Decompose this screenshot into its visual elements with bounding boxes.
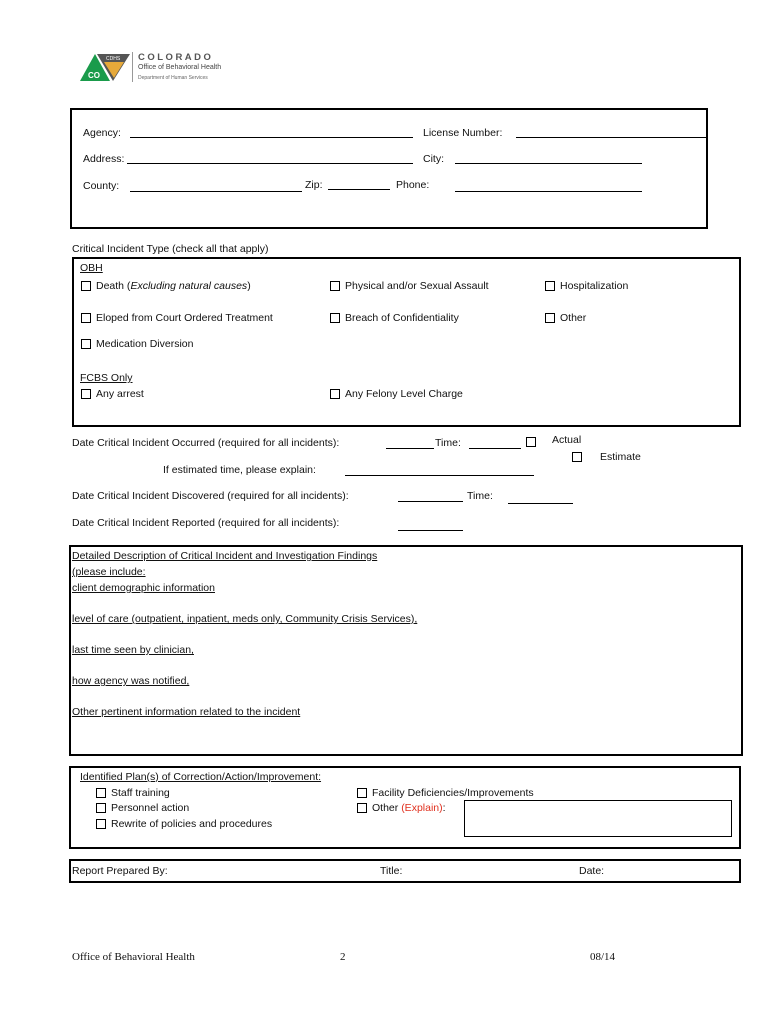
agency-label: Agency: [83, 127, 121, 139]
svg-text:CO: CO [88, 71, 100, 80]
zip-label: Zip: [305, 179, 323, 191]
org-dept: Department of Human Services [138, 75, 208, 81]
occurred-label: Date Critical Incident Occurred (required for all incidents): [72, 437, 340, 449]
rewrite-label: Rewrite of policies and procedures [111, 818, 273, 830]
other-incident-checkbox[interactable] [545, 313, 555, 323]
breach-checkbox[interactable] [330, 313, 340, 323]
page-number: 2 [340, 951, 346, 963]
discovered-time-label: Time: [467, 490, 493, 502]
svg-text:CDHS: CDHS [106, 56, 121, 62]
death-label-italic: Excluding natural causes [130, 280, 248, 292]
occurred-date-field[interactable] [386, 448, 434, 449]
explain-field[interactable] [345, 475, 534, 476]
county-field[interactable] [130, 191, 302, 192]
rewrite-checkbox[interactable] [96, 819, 106, 829]
arrest-checkbox[interactable] [81, 389, 91, 399]
footer-date: 08/14 [590, 951, 616, 963]
county-label: County: [83, 180, 120, 192]
eloped-checkbox[interactable] [81, 313, 91, 323]
reported-label: Date Critical Incident Reported (required for all incidents): [72, 517, 340, 529]
facility-label: Facility Deficiencies/Improvements [372, 787, 534, 799]
medication-label: Medication Diversion [96, 338, 194, 350]
agency-field[interactable] [130, 137, 413, 138]
incident-type-heading: Critical Incident Type (check all that apply) [72, 243, 269, 255]
zip-field[interactable] [328, 189, 390, 190]
description-heading: Detailed Description of Critical Incident and Investigation Findings [72, 550, 378, 562]
description-item: level of care (outpatient, inpatient, meds only, Community Crisis Services), [72, 613, 418, 625]
city-field[interactable] [455, 163, 642, 164]
assault-checkbox[interactable] [330, 281, 340, 291]
discovered-date-field[interactable] [398, 501, 463, 502]
personnel-checkbox[interactable] [96, 803, 106, 813]
other-plan-checkbox[interactable] [357, 803, 367, 813]
hospitalization-label: Hospitalization [560, 280, 629, 292]
staff-training-label: Staff training [111, 787, 170, 799]
description-item: Other pertinent information related to the incident [72, 706, 301, 718]
eloped-label: Eloped from Court Ordered Treatment [96, 312, 273, 324]
description-item: how agency was notified, [72, 675, 190, 687]
facility-checkbox[interactable] [357, 788, 367, 798]
explain-text: (Explain) [401, 802, 443, 814]
discovered-label: Date Critical Incident Discovered (required for all incidents): [72, 490, 349, 502]
phone-field[interactable] [455, 191, 642, 192]
city-label: City: [423, 153, 444, 165]
death-label-end: ) [247, 280, 251, 292]
reported-date-field[interactable] [398, 530, 463, 531]
arrest-label: Any arrest [96, 388, 144, 400]
address-label: Address: [83, 153, 125, 165]
felony-checkbox[interactable] [330, 389, 340, 399]
breach-label: Breach of Confidentiality [345, 312, 459, 324]
address-field[interactable] [127, 163, 413, 164]
estimate-checkbox[interactable] [572, 452, 582, 462]
actual-checkbox[interactable] [526, 437, 536, 447]
org-state: COLORADO [138, 52, 214, 63]
plans-heading: Identified Plan(s) of Correction/Action/Improvement: [80, 771, 322, 783]
other-incident-label: Other [560, 312, 587, 324]
occurred-time-field[interactable] [469, 448, 521, 449]
staff-training-checkbox[interactable] [96, 788, 106, 798]
agency-info-box [70, 108, 708, 229]
death-checkbox[interactable] [81, 281, 91, 291]
occurred-time-label: Time: [435, 437, 461, 449]
death-label: Death ( [96, 280, 131, 292]
assault-label: Physical and/or Sexual Assault [345, 280, 489, 292]
fcbs-label: FCBS Only [80, 372, 133, 384]
medication-checkbox[interactable] [81, 339, 91, 349]
obh-label: OBH [80, 262, 103, 274]
personnel-label: Personnel action [111, 802, 190, 814]
other-explain-field[interactable] [464, 800, 732, 837]
actual-label: Actual [552, 434, 582, 446]
date-label: Date: [579, 865, 605, 877]
license-field[interactable] [516, 137, 706, 138]
explain-label: If estimated time, please explain: [163, 464, 316, 476]
title-label: Title: [380, 865, 403, 877]
footer-office: Office of Behavioral Health [72, 951, 195, 963]
felony-label: Any Felony Level Charge [345, 388, 463, 400]
org-office: Office of Behavioral Health [138, 64, 222, 71]
logo-mark-icon [80, 52, 140, 82]
description-item: last time seen by clinician, [72, 644, 194, 656]
prepared-by-label: Report Prepared By: [72, 865, 168, 877]
hospitalization-checkbox[interactable] [545, 281, 555, 291]
description-item: client demographic information [72, 582, 215, 594]
other-plan-colon: : [442, 802, 446, 814]
phone-label: Phone: [396, 179, 430, 191]
description-note: (please include: [72, 566, 146, 578]
discovered-time-field[interactable] [508, 503, 573, 504]
other-plan-label: Other [372, 802, 402, 814]
estimate-label: Estimate [600, 451, 641, 463]
report-box [69, 859, 741, 883]
license-label: License Number: [423, 127, 503, 139]
